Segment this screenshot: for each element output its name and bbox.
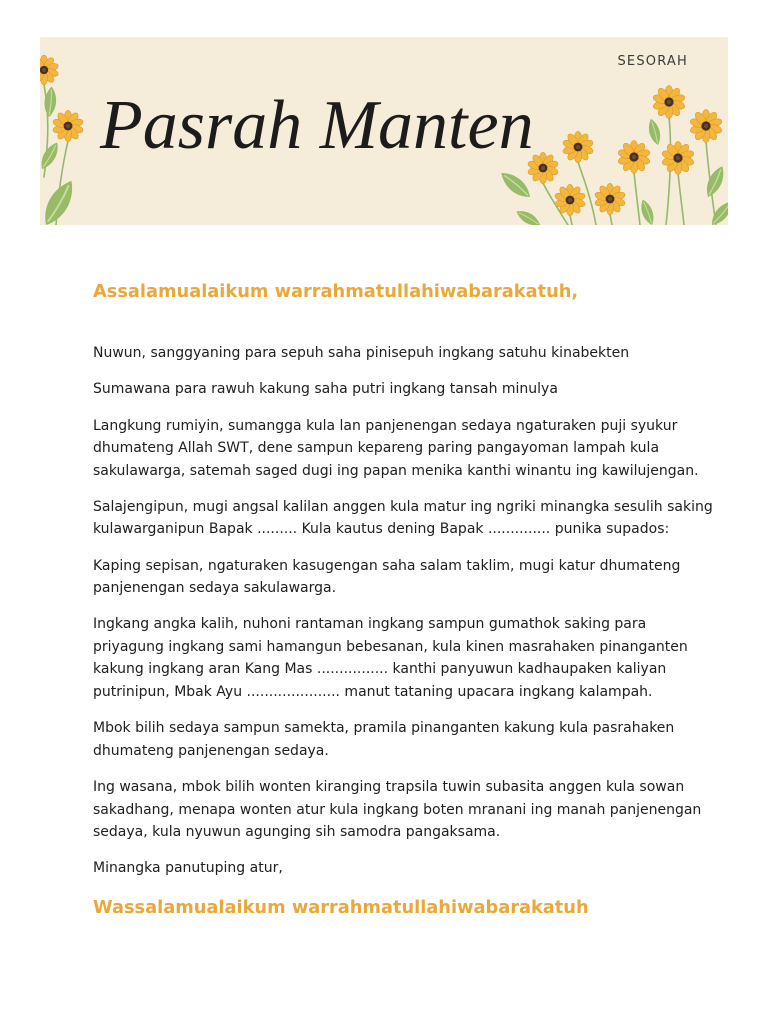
paragraph-line: Sumawana para rawuh kakung saha putri ingkang tansah minulya: [93, 381, 558, 398]
header-tag: SESORAH: [617, 54, 688, 69]
paragraph: [93, 555, 733, 600]
paragraph: [93, 776, 733, 844]
paragraph-line: Nuwun, sanggyaning para sepuh saha pinisepuh ingkang satuhu kinabekten: [93, 345, 630, 361]
paragraph-line: dhumateng panjenengan sedaya.: [93, 742, 329, 759]
paragraph: [93, 342, 733, 365]
leaf-icon: [708, 198, 728, 225]
paragraph: [93, 496, 733, 541]
flower-icon: [52, 110, 84, 141]
paragraph-line: panjenengan sedaya sakulawarga.: [93, 580, 337, 597]
flower-icon: [617, 141, 651, 174]
paragraph-line: priyagung ingkang sami hamangun bebesanan, kula kinen masrahaken pinanganten: [93, 638, 688, 655]
paragraph: [93, 613, 733, 703]
paragraph-line: Langkung rumiyin, sumangga kula lan panjenengan sedaya ngaturaken puji syukur: [93, 417, 678, 434]
paragraph-line: Salajengipun, mugi angsal kalilan anggen kula matur ing ngriki minangka sesulih saking: [93, 498, 713, 515]
paragraph-line: Minangka panutuping atur,: [93, 860, 283, 877]
paragraph-line: dhumateng Allah SWT, dene sampun kepareng paring pangayoman lampah kula: [93, 440, 660, 457]
leaf-icon: [646, 117, 663, 146]
greeting-heading: Assalamualaikum warrahmatullahiwabarakatuh,: [93, 281, 579, 302]
flower-stem: [610, 214, 612, 225]
flower-icon: [652, 86, 686, 119]
flower-icon: [689, 110, 723, 143]
paragraph-line: sakadhang, menapa wonten atur kula ingkang boten mranani ing manah panjenengan: [93, 801, 702, 818]
paragraph-line: sedaya, kula nyuwun agunging sih samodra pangaksama.: [93, 824, 501, 841]
leaf-icon: [40, 140, 62, 172]
leaf-icon: [638, 198, 657, 225]
paragraph: [93, 378, 733, 401]
flower-icon: [661, 142, 695, 175]
flower-icon: [562, 131, 594, 162]
paragraph-line: Mbok bilih sedaya sampun samekta, pramila pinanganten kakung kula pasrahaken: [93, 720, 675, 737]
paragraph-line: kulawarganipun Bapak ......... Kula kautus dening Bapak .............. punika supados:: [93, 521, 670, 538]
speech-body: [93, 342, 733, 894]
paragraph: [93, 857, 733, 880]
page-title: Pasrah Manten: [100, 87, 534, 164]
flower-stem: [634, 172, 640, 225]
flower-icon: [594, 183, 626, 214]
paragraph-line: sakulawarga, satemah saged dugi ing papan menika kanthi winantu ing kawilujengan.: [93, 462, 699, 479]
paragraph-line: Ing wasana, mbok bilih wonten kiranging trapsila tuwin subasita anggen kula sowan: [93, 779, 685, 796]
paragraph: [93, 717, 733, 762]
leaf-icon: [702, 163, 728, 199]
paragraph-line: putrinipun, Mbak Ayu ..................... manut tataning upacara ingkang kalampah.: [93, 683, 653, 700]
flower-stem: [678, 173, 684, 225]
paragraph-line: Kaping sepisan, ngaturaken kasugengan saha salam taklim, mugi katur dhumateng: [93, 557, 681, 574]
paragraph-line: kakung ingkang aran Kang Mas ................ kanthi panyuwun kadhaupaken kaliyan: [93, 661, 667, 678]
closing-heading: Wassalamualaikum warrahmatullahiwabarakatuh: [93, 897, 589, 918]
flower-icon: [40, 55, 59, 85]
paragraph: [93, 415, 733, 483]
paragraph-line: Ingkang angka kalih, nuhoni rantaman ingkang sampun gumathok saking para: [93, 616, 647, 633]
leaf-icon: [514, 207, 543, 225]
header-banner: [40, 37, 728, 225]
flower-stem: [570, 215, 572, 225]
